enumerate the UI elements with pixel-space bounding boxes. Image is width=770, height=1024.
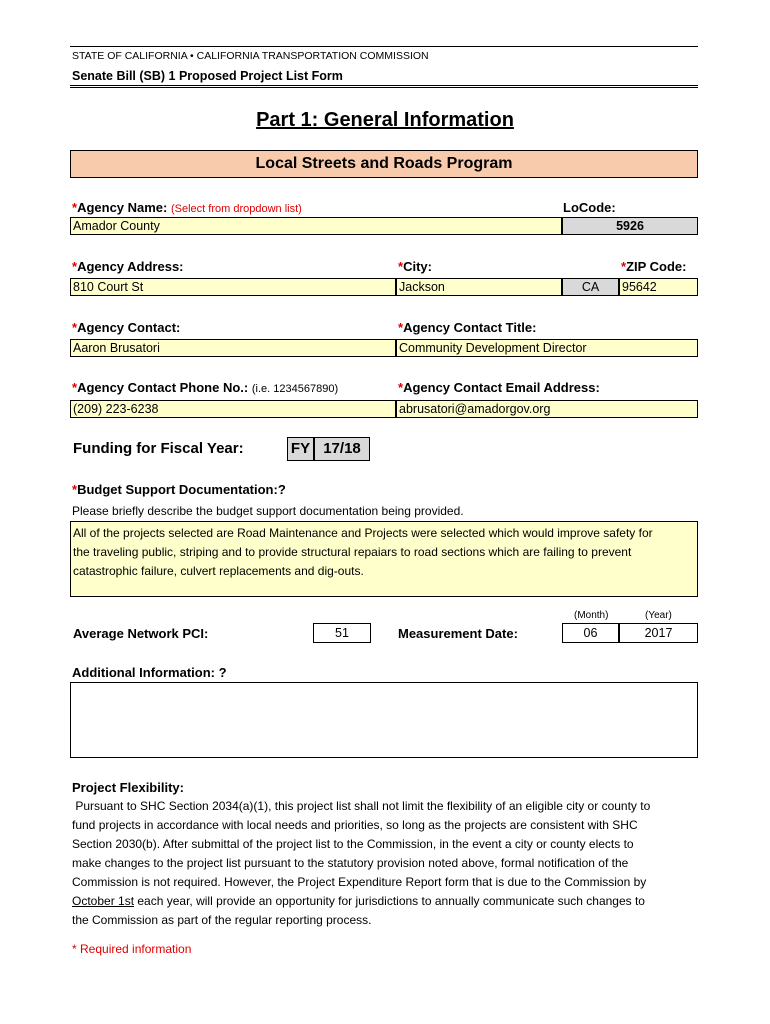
additional-info-label: Additional Information: ?	[72, 665, 227, 680]
required-info-note: * Required information	[72, 942, 192, 956]
flexibility-line: the Commission as part of the regular reporting process.	[72, 913, 372, 927]
agency-address-input[interactable]: 810 Court St	[70, 278, 396, 296]
agency-contact-label: *Agency Contact:	[72, 320, 181, 335]
flexibility-title: Project Flexibility:	[72, 780, 184, 795]
zip-label: *ZIP Code:	[621, 259, 687, 274]
budget-line: All of the projects selected are Road Maintenance and Projects were selected which would improve safety for	[73, 526, 653, 540]
state-field: CA	[562, 278, 619, 296]
zip-input[interactable]: 95642	[619, 278, 698, 296]
budget-support-label: *Budget Support Documentation:?	[72, 482, 286, 497]
phone-hint: (i.e. 1234567890)	[251, 383, 339, 395]
header-bottom-rule-2	[70, 87, 698, 88]
agency-line: STATE OF CALIFORNIA • CALIFORNIA TRANSPORTATION COMMISSION	[72, 50, 429, 62]
budget-line: catastrophic failure, culvert replacements and dig-outs.	[73, 564, 364, 578]
month-caption: (Month)	[574, 610, 609, 621]
additional-info-textarea[interactable]	[70, 682, 698, 758]
agency-contact-title-input[interactable]: Community Development Director	[396, 339, 698, 357]
program-banner: Local Streets and Roads Program	[70, 150, 698, 178]
city-label: *City:	[398, 259, 432, 274]
agency-name-select[interactable]: Amador County	[70, 217, 562, 235]
form-title: Senate Bill (SB) 1 Proposed Project List Form	[72, 69, 343, 83]
agency-name-note: (Select from dropdown list)	[171, 203, 302, 215]
flexibility-date: October 1st	[72, 894, 135, 908]
measurement-month-input[interactable]: 06	[562, 623, 619, 643]
flexibility-line: October 1st each year, will provide an opportunity for jurisdictions to annually communicate such changes to	[72, 894, 645, 908]
year-caption: (Year)	[645, 610, 672, 621]
pci-label: Average Network PCI:	[73, 626, 209, 641]
help-icon[interactable]: ?	[218, 665, 227, 680]
fiscal-year-label: Funding for Fiscal Year:	[73, 440, 244, 457]
phone-input[interactable]: (209) 223-6238	[70, 400, 396, 418]
header-top-rule	[70, 46, 698, 47]
email-label: *Agency Contact Email Address:	[398, 380, 600, 395]
email-input[interactable]: abrusatori@amadorgov.org	[396, 400, 698, 418]
fiscal-year-value[interactable]: 17/18	[314, 437, 370, 461]
part-title: Part 1: General Information	[256, 109, 514, 131]
help-icon[interactable]: ?	[277, 482, 286, 497]
agency-address-label: *Agency Address:	[72, 259, 184, 274]
agency-contact-input[interactable]: Aaron Brusatori	[70, 339, 396, 357]
fiscal-year-prefix: FY	[287, 437, 314, 461]
budget-line: the traveling public, striping and to provide structural repaiars to road sections which are failing to prevent	[73, 545, 632, 559]
budget-support-instruction: Please briefly describe the budget support documentation being provided.	[72, 504, 464, 518]
agency-name-label: *Agency Name: (Select from dropdown list)	[72, 200, 302, 215]
agency-contact-title-label: *Agency Contact Title:	[398, 320, 537, 335]
flexibility-line: fund projects in accordance with local needs and priorities, so long as the projects are consistent with SHC	[72, 818, 638, 832]
city-input[interactable]: Jackson	[396, 278, 562, 296]
measurement-year-input[interactable]: 2017	[619, 623, 698, 643]
pci-input[interactable]: 51	[313, 623, 371, 643]
measurement-date-label: Measurement Date:	[398, 626, 518, 641]
locode-field: 5926	[562, 217, 698, 235]
flexibility-line: make changes to the project list pursuant to the statutory provision noted above, formal notification of the	[72, 856, 629, 870]
flexibility-line: Section 2030(b). After submittal of the project list to the Commission, in the event a city or county elects to	[72, 837, 634, 851]
flexibility-line: Pursuant to SHC Section 2034(a)(1), this project list shall not limit the flexibility of an eligible city or county to	[72, 799, 651, 813]
header-bottom-rule	[70, 85, 698, 86]
flexibility-text	[72, 797, 698, 930]
phone-label: *Agency Contact Phone No.: (i.e. 1234567890)	[72, 380, 339, 395]
locode-label: LoCode:	[563, 200, 616, 215]
budget-support-textarea[interactable]	[70, 521, 698, 597]
flexibility-line: Commission is not required. However, the Project Expenditure Report form that is due to the Commission by	[72, 875, 647, 889]
